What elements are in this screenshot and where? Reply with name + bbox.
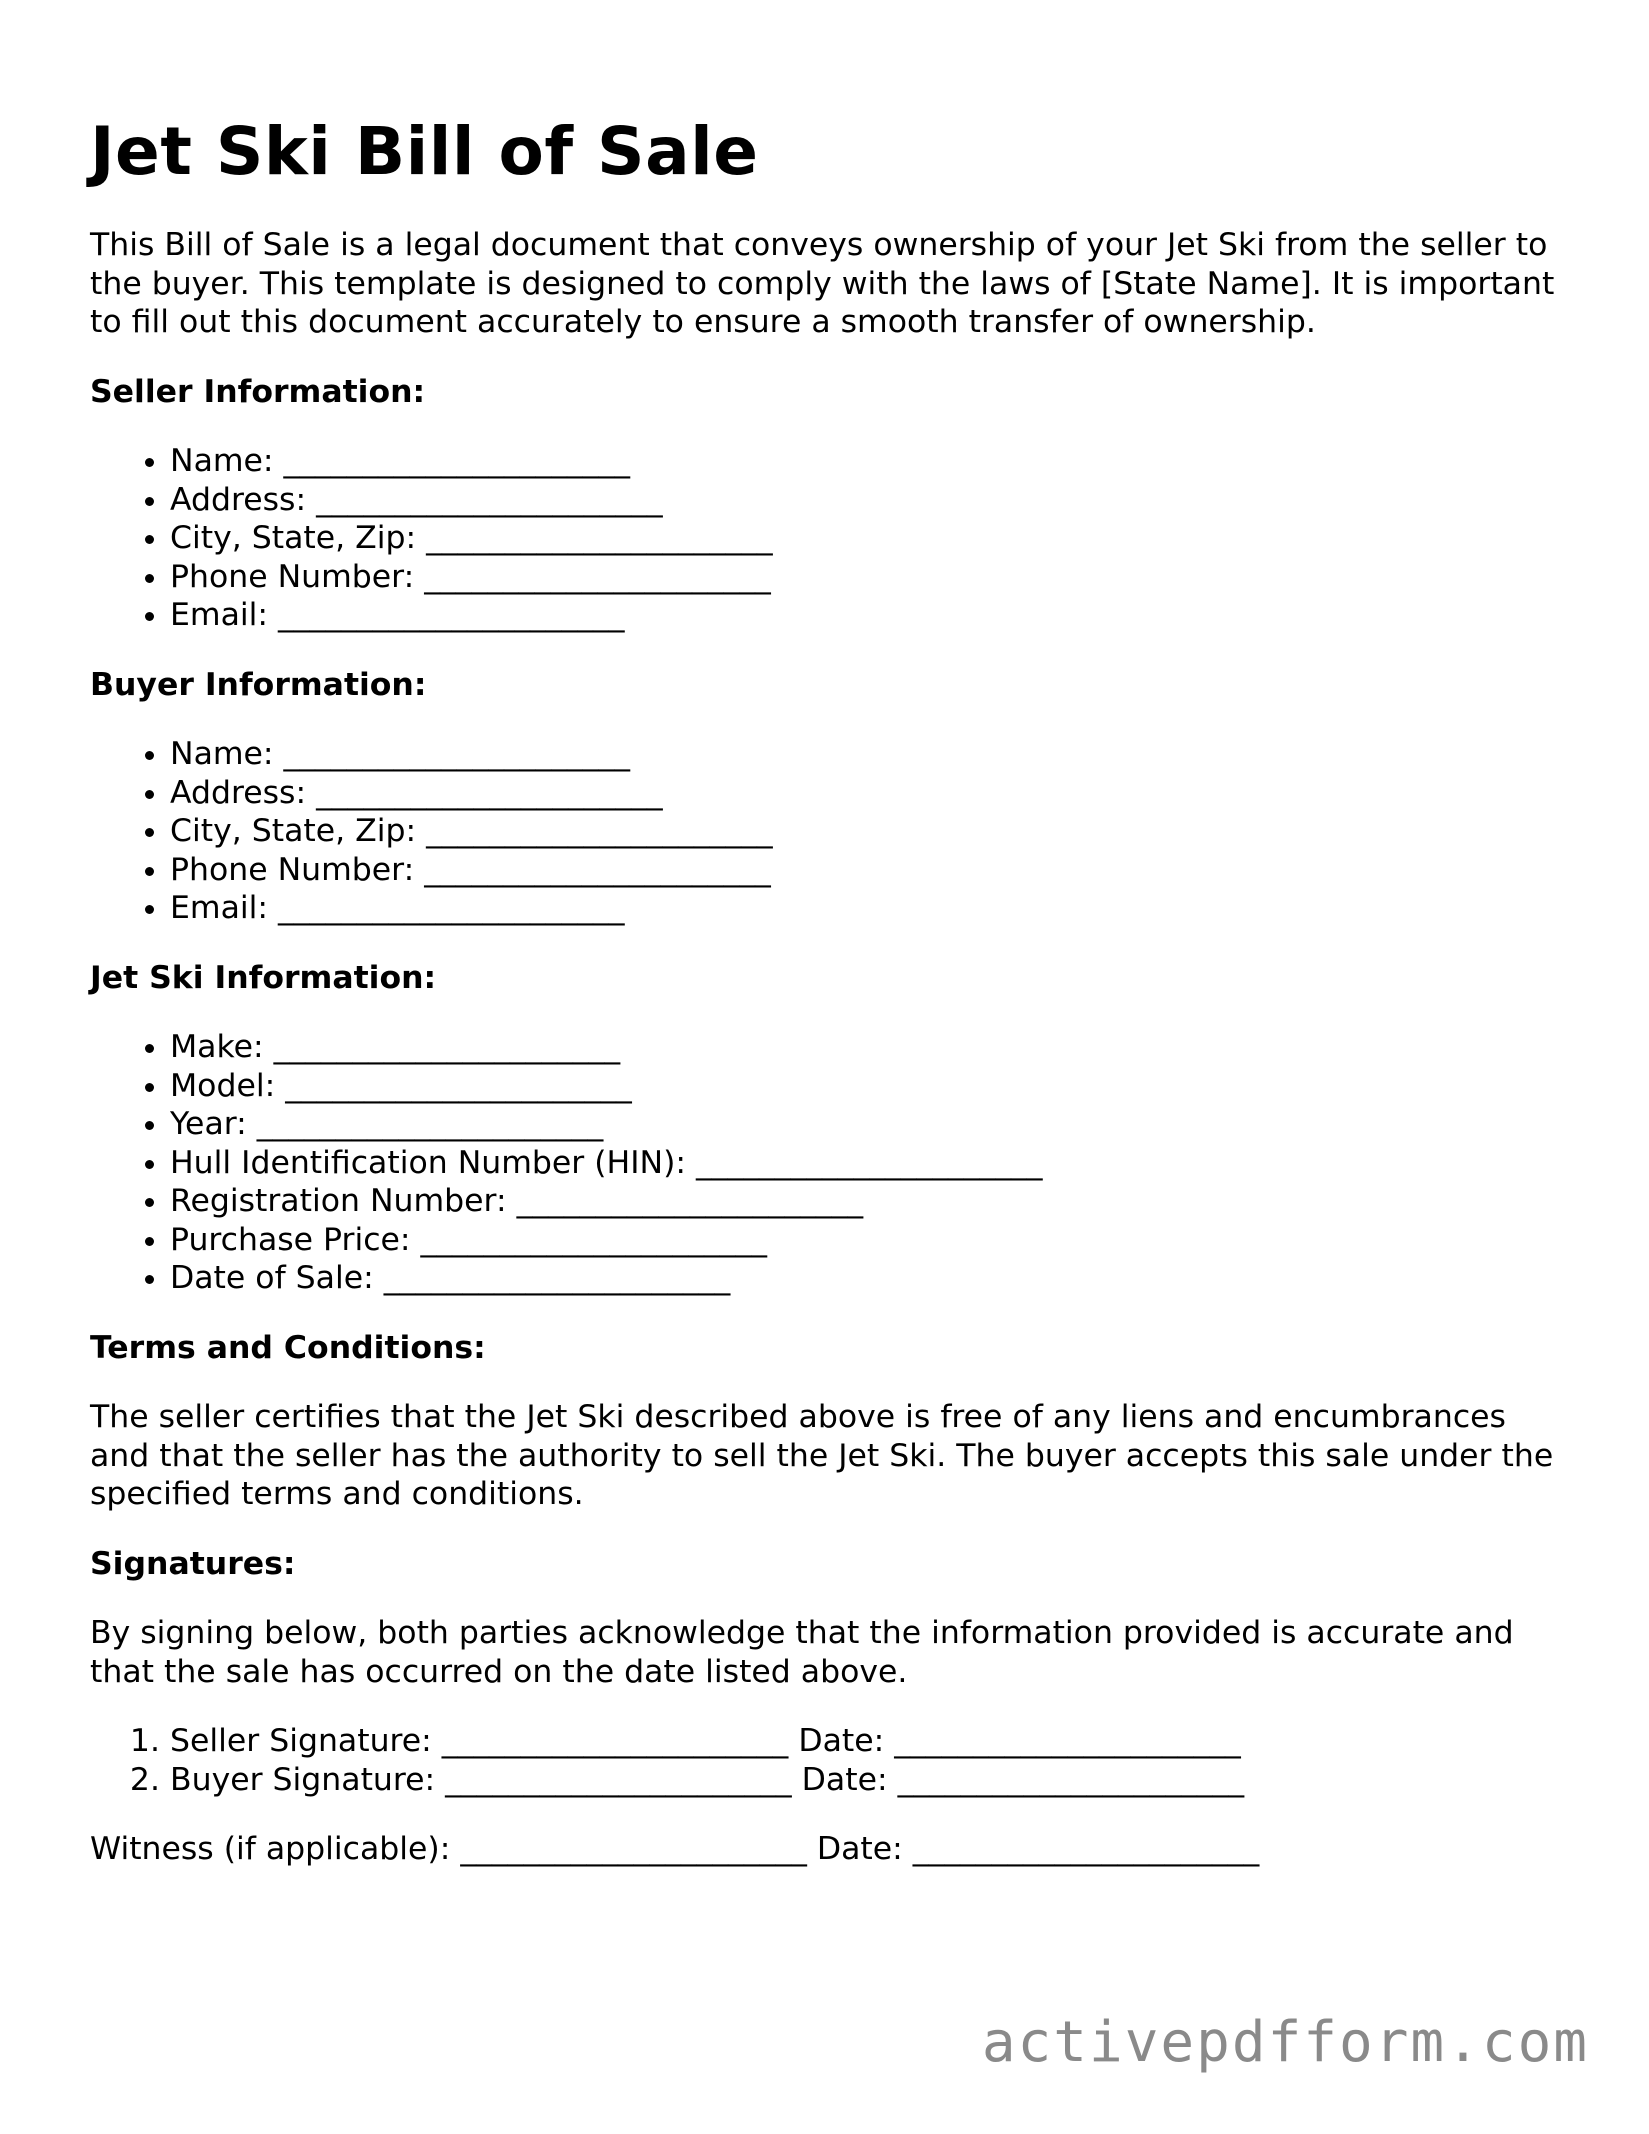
buyer-phone-field: • Phone Number: ______________________ — [170, 851, 1570, 890]
seller-address-field: • Address: ______________________ — [170, 481, 1570, 520]
jetski-heading: Jet Ski Information: — [90, 959, 437, 996]
witness-signature-line: Witness (if applicable): ______________________ Date: ______________________ — [90, 1831, 1260, 1867]
seller-city-state-zip-field: • City, State, Zip: ______________________ — [170, 519, 1570, 558]
buyer-email-field: • Email: ______________________ — [170, 889, 1570, 928]
terms-paragraph: The seller certifies that the Jet Ski described above is free of any liens and encumbrances and that the seller has the authority to sell the Jet Ski. The buyer accepts this sale under the specified terms and conditions. — [90, 1399, 1554, 1512]
seller-list — [90, 442, 1570, 635]
signatures-paragraph: By signing below, both parties acknowledge that the information provided is accurate and that the sale has occurred on the date listed above. — [90, 1615, 1514, 1690]
jetski-registration-field: • Registration Number: ______________________ — [170, 1182, 1570, 1221]
signatures-heading: Signatures: — [90, 1545, 296, 1582]
intro-paragraph: This Bill of Sale is a legal document that conveys ownership of your Jet Ski from the seller to the buyer. This template is designed to comply with the laws of [State Name]. It is important to fill out this document accurately to ensure a smooth transfer of ownership. — [90, 227, 1555, 340]
buyer-heading: Buyer Information: — [90, 666, 427, 703]
buyer-signature-line: 2. Buyer Signature: ______________________ Date: ______________________ — [170, 1761, 1570, 1800]
buyer-list — [90, 735, 1570, 928]
signatures-list — [90, 1722, 1570, 1799]
jetski-make-field: • Make: ______________________ — [170, 1028, 1570, 1067]
jetski-list — [90, 1028, 1570, 1298]
seller-name-field: • Name: ______________________ — [170, 442, 1570, 481]
buyer-city-state-zip-field: • City, State, Zip: ______________________ — [170, 812, 1570, 851]
jetski-hin-field: • Hull Identification Number (HIN): ______________________ — [170, 1144, 1570, 1183]
terms-heading: Terms and Conditions: — [90, 1329, 486, 1366]
buyer-address-field: • Address: ______________________ — [170, 774, 1570, 813]
jetski-model-field: • Model: ______________________ — [170, 1067, 1570, 1106]
seller-email-field: • Email: ______________________ — [170, 596, 1570, 635]
document-page — [90, 112, 1570, 1869]
watermark: activepdfform.com — [981, 2010, 1589, 2075]
jetski-price-field: • Purchase Price: ______________________ — [170, 1221, 1570, 1260]
buyer-name-field: • Name: ______________________ — [170, 735, 1570, 774]
seller-signature-line: 1. Seller Signature: ______________________ Date: ______________________ — [170, 1722, 1570, 1761]
document-title: Jet Ski Bill of Sale — [90, 113, 759, 190]
seller-heading: Seller Information: — [90, 373, 426, 410]
jetski-date-of-sale-field: • Date of Sale: ______________________ — [170, 1259, 1570, 1298]
jetski-year-field: • Year: ______________________ — [170, 1105, 1570, 1144]
seller-phone-field: • Phone Number: ______________________ — [170, 558, 1570, 597]
